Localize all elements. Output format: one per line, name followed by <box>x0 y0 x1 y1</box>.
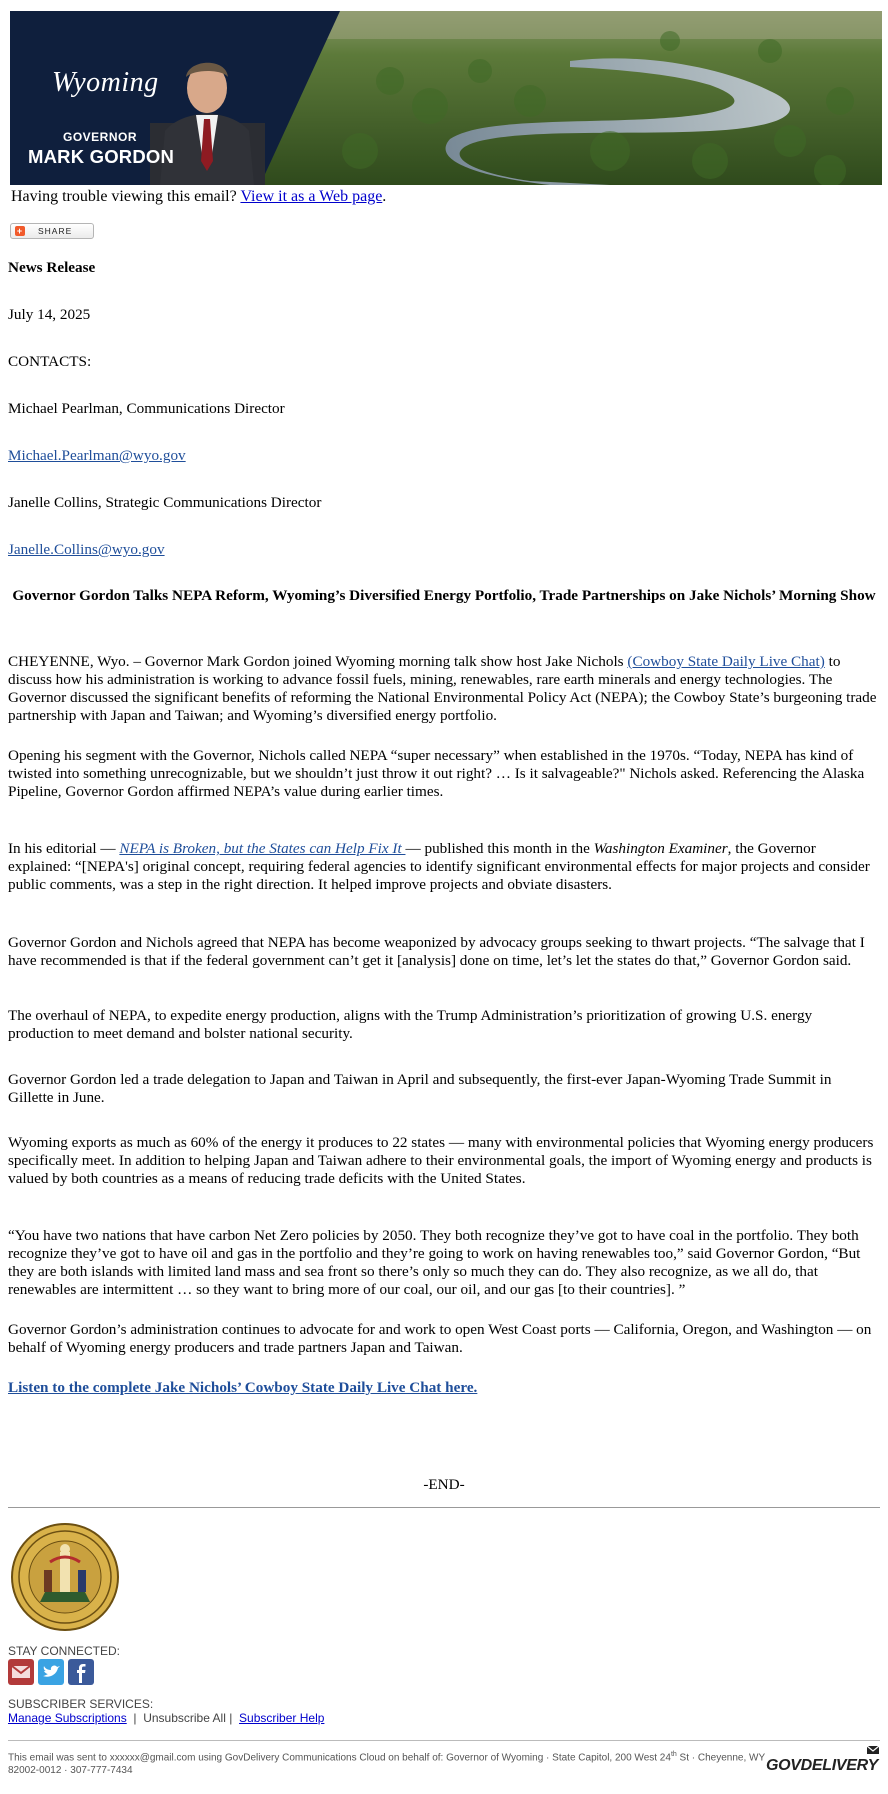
contact-1-name: Michael Pearlman, Communications Director <box>8 400 285 417</box>
paragraph-7: Wyoming exports as much as 60% of the energy it produces to 22 states — many with environmental policies that Wyoming energy producers specifically meet. In addition to helping Japan and Taiwan adhere to their environmental goals, the import of Wyoming energy and products is valued by both countries as a means of reducing trade deficits with the United States. <box>8 1134 874 1187</box>
stay-connected-label: STAY CONNECTED: <box>8 1644 121 1658</box>
editorial-link[interactable]: NEPA is Broken, but the States can Help Fix It <box>119 840 406 857</box>
wyoming-state-seal <box>10 1522 120 1632</box>
web-view-notice <box>11 188 386 206</box>
paragraph-1 <box>8 653 880 725</box>
contact-1-email-link[interactable]: Michael.Pearlman@wyo.gov <box>8 447 186 464</box>
divider <box>8 1507 880 1508</box>
unsubscribe-all[interactable]: Unsubscribe All <box>143 1711 226 1725</box>
separator: | <box>225 1711 240 1725</box>
paragraph-3-text-b: — published this month in the <box>405 840 594 857</box>
email-icon[interactable] <box>8 1659 34 1685</box>
release-headline: Governor Gordon Talks NEPA Reform, Wyoming’s Diversified Energy Portfolio, Trade Partnerships on Jake Nichols’ Morning Show <box>12 587 876 604</box>
header-banner <box>10 11 882 185</box>
subscriber-services-label: SUBSCRIBER SERVICES: <box>8 1697 154 1711</box>
govdelivery-logo: GOVDELIVERY <box>766 1757 878 1774</box>
release-date: July 14, 2025 <box>8 306 91 323</box>
paragraph-6: Governor Gordon led a trade delegation to Japan and Taiwan in April and subsequently, the first-ever Japan-Wyoming Trade Summit in Gillette in June. <box>8 1071 832 1106</box>
manage-subscriptions-link[interactable]: Manage Subscriptions <box>8 1711 127 1725</box>
web-view-link[interactable]: View it as a Web page <box>240 188 383 205</box>
paragraph-1-text-a: CHEYENNE, Wyo. – Governor Mark Gordon joined Wyoming morning talk show host Jake Nichols <box>8 653 628 670</box>
envelope-icon <box>866 1744 880 1756</box>
paragraph-4: Governor Gordon and Nichols agreed that NEPA has become weaponized by advocacy groups seeking to thwart projects. “The salvage that I have recommended is that if the federal government can’t get it [analysis] done on time, let’s let the states do that,” Governor Gordon said. <box>8 934 865 969</box>
news-release-label: News Release <box>8 259 96 276</box>
social-links <box>8 1659 94 1685</box>
fine-print-b: St · Cheyenne, WY 82002-0012 · 307-777-7434 <box>8 1752 765 1777</box>
governor-label: GOVERNOR <box>63 130 138 144</box>
footer-fine-print <box>8 1748 768 1777</box>
plus-icon: + <box>16 226 24 236</box>
paragraph-3 <box>8 840 880 894</box>
paragraph-8: “You have two nations that have carbon Net Zero policies by 2050. They both recognize they’ve got to have coal in the portfolio. They both recognize they’ve got to have oil and gas in the portfolio and they’re going to work on having renewables too,” said Governor Gordon, “But they are both islands with limited land mass and sea front so there’s only so much they can do. They also recognize, as we all do, that renewables are intermittent … so they want to bring more of our coal, our oil, and our gas [to their countries]. ” <box>8 1227 861 1298</box>
contacts-label: CONTACTS: <box>8 353 92 370</box>
subscriber-links <box>8 1711 324 1725</box>
separator: | <box>126 1711 144 1725</box>
web-view-prefix: Having trouble viewing this email? <box>11 188 241 205</box>
twitter-icon[interactable] <box>38 1659 64 1685</box>
paragraph-5: The overhaul of NEPA, to expedite energy production, aligns with the Trump Administration’s prioritization of growing U.S. energy production to meet demand and bolster national security. <box>8 1007 813 1042</box>
publication-name: Washington Examiner <box>593 840 728 857</box>
cowboy-state-daily-link[interactable]: (Cowboy State Daily Live Chat) <box>627 653 825 670</box>
paragraph-3-text-c: , the Governor explained: “[NEPA's] original concept, requiring federal agencies to identify significant environmental effects for major projects and consider public comments, was a step in the right direction. It helped improve projects and obviate disasters. <box>8 840 870 893</box>
share-label: SHARE <box>38 226 73 236</box>
fine-print-sup: th <box>670 1751 677 1758</box>
paragraph-1-text-b: to discuss how his administration is working to advance fossil fuels, mining, renewables, rare earth minerals and energy technologies. The Governor discussed the significant benefits of reforming the National Environmental Policy Act (NEPA); the Cowboy State’s burgeoning trade partnership with Japan and Taiwan; and Wyoming’s diversified energy portfolio. <box>8 653 877 724</box>
paragraph-2: Opening his segment with the Governor, Nichols called NEPA “super necessary” when established in the 1970s. “Today, NEPA has kind of twisted into something unrecognizable, but we shouldn’t just throw it out right? … Is it salvageable?" Nichols asked. Referencing the Alaska Pipeline, Governor Gordon affirmed NEPA’s value during earlier times. <box>8 747 865 800</box>
subscriber-help-link[interactable]: Subscriber Help <box>239 1711 325 1725</box>
web-view-suffix: . <box>382 188 387 205</box>
fine-print-a: This email was sent to xxxxxx@gmail.com using GovDelivery Communications Cloud on behalf of: Governor of Wyoming · State Capitol, 200 West 24 <box>8 1752 671 1764</box>
share-button[interactable] <box>10 223 94 239</box>
banner-text-block <box>10 11 310 185</box>
governor-name: MARK GORDON <box>28 146 175 167</box>
contact-2-email-link[interactable]: Janelle.Collins@wyo.gov <box>8 541 165 558</box>
contact-2-name: Janelle Collins, Strategic Communications Director <box>8 494 322 511</box>
listen-link[interactable]: Listen to the complete Jake Nichols’ Cowboy State Daily Live Chat here. <box>8 1379 478 1396</box>
paragraph-3-text-a: In his editorial — <box>8 840 120 857</box>
footer-divider <box>8 1740 880 1741</box>
wyoming-logo: Wyoming <box>52 67 159 98</box>
end-marker: -END- <box>423 1476 465 1493</box>
facebook-icon[interactable] <box>68 1659 94 1685</box>
paragraph-9: Governor Gordon’s administration continues to advocate for and work to open West Coast ports — California, Oregon, and Washington — on behalf of Wyoming energy producers and trade partners Japan and Taiwan. <box>8 1321 872 1356</box>
